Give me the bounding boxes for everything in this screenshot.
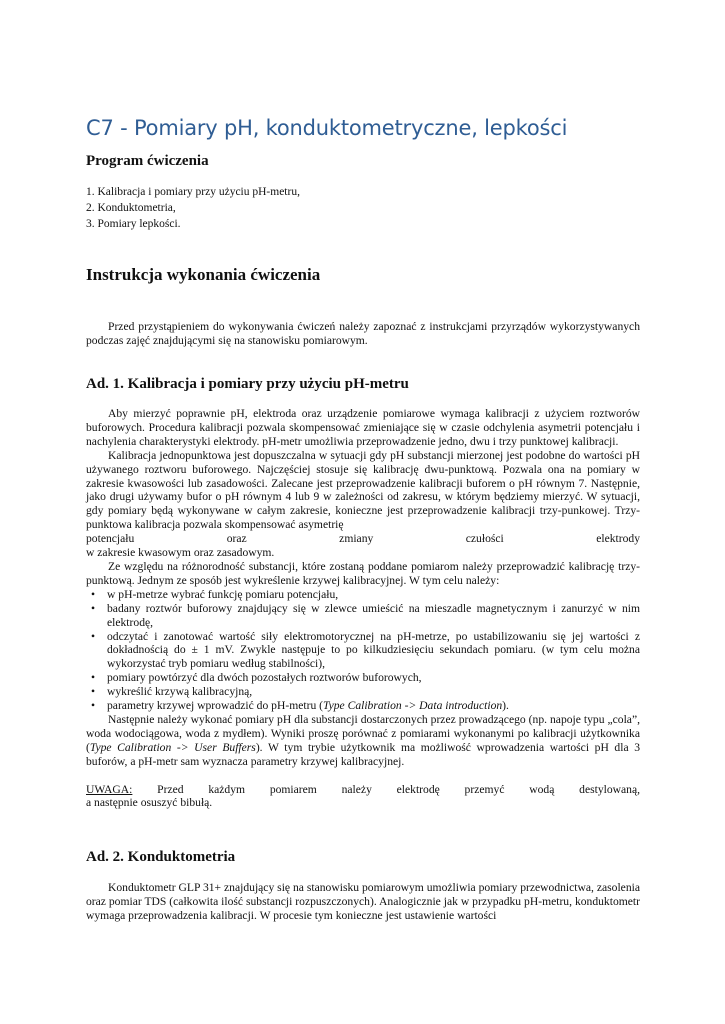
intro-paragraph: Przed przystąpieniem do wykonywania ćwiczeń należy zapoznać z instrukcjami przyrządów wykorzystywanych podczas zajęć znajdującymi się na stanowisku pomiarowym. <box>86 320 640 347</box>
bullet-icon: • <box>91 685 96 699</box>
bullet-icon: • <box>91 671 96 685</box>
section-1-body <box>86 407 640 810</box>
bullet-icon: • <box>91 587 96 601</box>
calibration-steps-list <box>86 588 640 713</box>
section-1-paragraph: Kalibracja jednopunktowa jest dopuszczalna w sytuacji gdy pH substancji mierzonej jest podobne do wartości pH używanego roztworu buforowego. Najczęściej stosuje się kalibrację dwu-punktową. Pozwala ona na pomiary w zakresie kwasowości lub zasadowości. Zalecane jest przeprowadzenie kalibracji buforem o pH równym 7. Następnie, jako drugi używamy bufor o pH równym 4 lub 9 w zależności od zakresu, w którym będziemy mierzyć. W sytuacji, gdy pomiary będą wykonywane w całym zakresie, konieczne jest przeprowadzenie kalibracji trzy-punkowej. Trzy-punktowa kalibracja pozwala skompensować asymetrię <box>86 448 640 532</box>
section-2-heading: Ad. 2. Konduktometria <box>86 849 236 865</box>
warning-label: UWAGA: <box>86 782 133 796</box>
section-1-paragraph: Aby mierzyć poprawnie pH, elektroda oraz urządzenie pomiarowe wymaga kalibracji z użyciem roztworów buforowych. Procedura kalibracji pozwala skompensować zmieniające się w czasie odchylenia asymetrii potencjału i nachylenia charakterystyki elektrody. pH-metr umożliwia przeprowadzenie jedno, dwu i trzy punktowej kalibracji. <box>86 407 640 448</box>
list-item: • pomiary powtórzyć dla dwóch pozostałych roztworów buforowych, <box>91 671 422 685</box>
section-1-paragraph: Następnie należy wykonać pomiary pH dla substancji dostarczonych przez prowadzącego (np. napoje typu „cola”, woda wodociągowa, woda z mydłem). Wyniki proszę porównać z pomiarami wykonanymi po kalibracji użytkownika (Type Calibration -> User Buffers). W tym trybie użytkownik ma możliwość wprowadzenia wartości pH dla 3 buforów, a pH-metr sam wyznacza parametry krzywej kalibracyjnej. <box>86 712 640 768</box>
document-title: C7 - Pomiary pH, konduktometryczne, lepkości <box>86 116 568 140</box>
section-1-heading: Ad. 1. Kalibracja i pomiary przy użyciu pH-metru <box>86 376 409 392</box>
instructions-heading: Instrukcja wykonania ćwiczenia <box>86 265 321 284</box>
bullet-icon: • <box>91 601 96 615</box>
section-2-paragraph: Konduktometr GLP 31+ znajdujący się na stanowisku pomiarowym umożliwia pomiary przewodnictwa, zasolenia oraz pomiar TDS (całkowita ilość substancji rozpuszczonych). Analogicznie jak w przypadku pH-metru, konduktometr wymaga przeprowadzenia kalibracji. W procesie tym konieczne jest ustawienie wartości <box>86 881 640 922</box>
list-item: • odczytać i zanotować wartość siły elektromotorycznej na pH-metrze, po ustabilizowaniu się jej wartości z dokładnością do ± 1 mV. Zwykle następuje to po kilkudziesięciu sekundach pomiaru. (w tym celu można wykorzystać tryb pomiaru według stabilności), <box>91 629 640 671</box>
program-heading: Program ćwiczenia <box>86 153 209 169</box>
program-item: 2. Konduktometria, <box>86 202 176 214</box>
warning-note: UWAGA: Przed każdym pomiarem należy elektrodę przemyć wodą destylowaną, <box>86 782 640 796</box>
program-item: 1. Kalibracja i pomiary przy użyciu pH-metru, <box>86 186 300 198</box>
section-1-paragraph: Ze względu na różnorodność substancji, które zostaną poddane pomiarom należy przeprowadzić kalibrację trzy-punktową. Jednym ze sposób jest wykreślenie krzywej kalibracyjnej. W tym celu należy: <box>86 559 640 587</box>
program-list <box>86 184 300 232</box>
list-item: • badany roztwór buforowy znajdujący się w zlewce umieścić na mieszadle magnetycznym i zanurzyć w nim elektrodę, <box>91 601 640 629</box>
warning-note-end: a następnie osuszyć bibułą. <box>86 796 213 810</box>
bullet-icon: • <box>91 629 96 643</box>
section-1-paragraph-line: w zakresie kwasowym oraz zasadowym. <box>86 546 275 560</box>
bullet-icon: • <box>91 699 96 713</box>
section-1-paragraph-line: potencjału oraz zmiany czułości elektrody <box>86 532 640 546</box>
list-item: • w pH-metrze wybrać funkcję pomiaru potencjału, <box>91 587 339 601</box>
list-item: • wykreślić krzywą kalibracyjną, <box>91 685 253 699</box>
program-item: 3. Pomiary lepkości. <box>86 218 181 230</box>
list-item: • parametry krzywej wprowadzić do pH-metru (Type Calibration -> Data introduction). <box>91 699 509 713</box>
